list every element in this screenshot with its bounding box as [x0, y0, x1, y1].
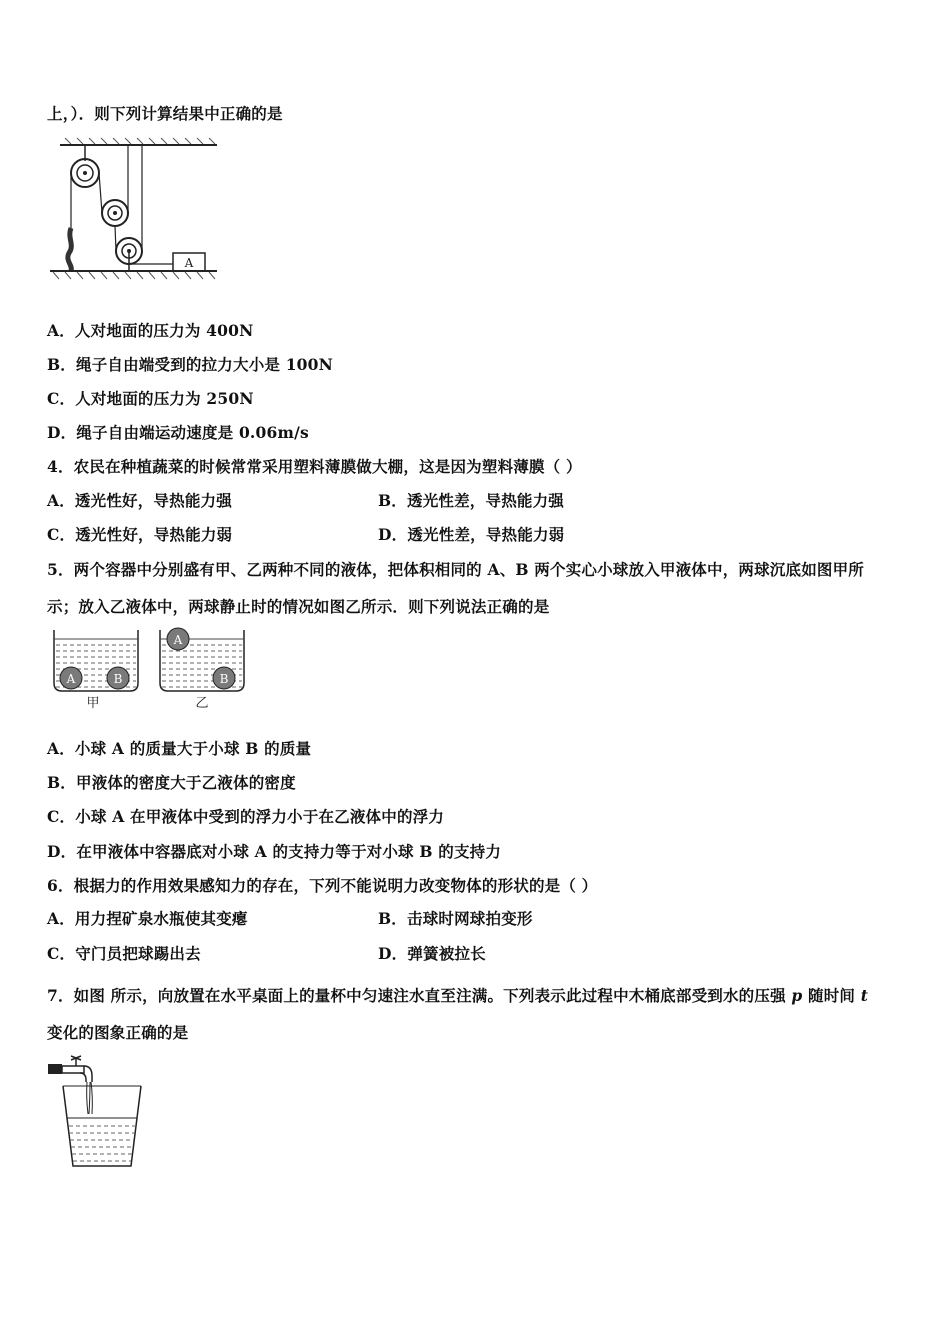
- q6-option-b: B．击球时网球拍变形: [378, 909, 533, 928]
- jia-ball-a-label: A: [66, 672, 76, 686]
- q7-var-t: t: [860, 986, 869, 1005]
- container-yi-label: 乙: [195, 696, 209, 711]
- faucet-cup-figure: [46, 1052, 146, 1174]
- q5-stem-line1: 5．两个容器中分别盛有甲、乙两种不同的液体，把体积相同的 A、B 两个实心小球放入甲液体中，两球沉底如图甲所: [47, 560, 865, 579]
- q5-option-a: A．小球 A 的质量大于小球 B 的质量: [47, 739, 312, 758]
- q3-option-c: C．人对地面的压力为 250N: [47, 389, 254, 408]
- q4-stem: 4．农民在种植蔬菜的时候常常采用塑料薄膜做大棚，这是因为塑料薄膜（ ）: [47, 457, 582, 476]
- q7-stem-line1: [47, 984, 868, 1006]
- q5-stem-line2: 示；放入乙液体中，两球静止时的情况如图乙所示．则下列说法正确的是: [47, 597, 550, 616]
- q7-stem-part1: 7．如图 所示，向放置在水平桌面上的量杯中匀速注水直至注满。下列表示此过程中木桶底部受到水的压强: [47, 986, 792, 1005]
- pulley-box-label: A: [184, 256, 194, 270]
- q4-option-b: B．透光性差，导热能力强: [378, 491, 565, 510]
- q5-option-c: C．小球 A 在甲液体中受到的浮力小于在乙液体中的浮力: [47, 807, 445, 826]
- q4-option-d: D．透光性差，导热能力弱: [378, 525, 565, 544]
- q6-option-a: A．用力捏矿泉水瓶使其变瘪: [47, 909, 248, 928]
- q3-option-a: A．人对地面的压力为 400N: [47, 321, 254, 340]
- jia-ball-b-label: B: [113, 672, 123, 686]
- q6-option-c: C．守门员把球踢出去: [47, 944, 201, 963]
- q3-option-b: B．绳子自由端受到的拉力大小是 100N: [47, 355, 334, 374]
- q3-intro-tail: 上，）．则下列计算结果中正确的是: [47, 104, 283, 123]
- pulley-figure: [45, 133, 225, 285]
- containers-figure: [48, 625, 253, 711]
- q6-stem: 6．根据力的作用效果感知力的存在，下列不能说明力改变物体的形状的是（ ）: [47, 876, 598, 895]
- q7-var-p: p: [791, 986, 803, 1005]
- yi-ball-b-label: B: [219, 672, 229, 686]
- yi-ball-a-label: A: [173, 633, 183, 647]
- q4-option-a: A．透光性好，导热能力强: [47, 491, 232, 510]
- container-jia-label: 甲: [86, 696, 100, 711]
- q3-option-d: D．绳子自由端运动速度是 0.06m/s: [47, 423, 309, 442]
- q6-option-d: D．弹簧被拉长: [378, 944, 486, 963]
- q4-option-c: C．透光性好，导热能力弱: [47, 525, 233, 544]
- q7-stem-part2: 随时间: [802, 986, 861, 1005]
- q5-option-b: B．甲液体的密度大于乙液体的密度: [47, 773, 296, 792]
- q7-stem-line2: 变化的图象正确的是: [47, 1023, 189, 1042]
- q5-option-d: D．在甲液体中容器底对小球 A 的支持力等于对小球 B 的支持力: [47, 842, 502, 861]
